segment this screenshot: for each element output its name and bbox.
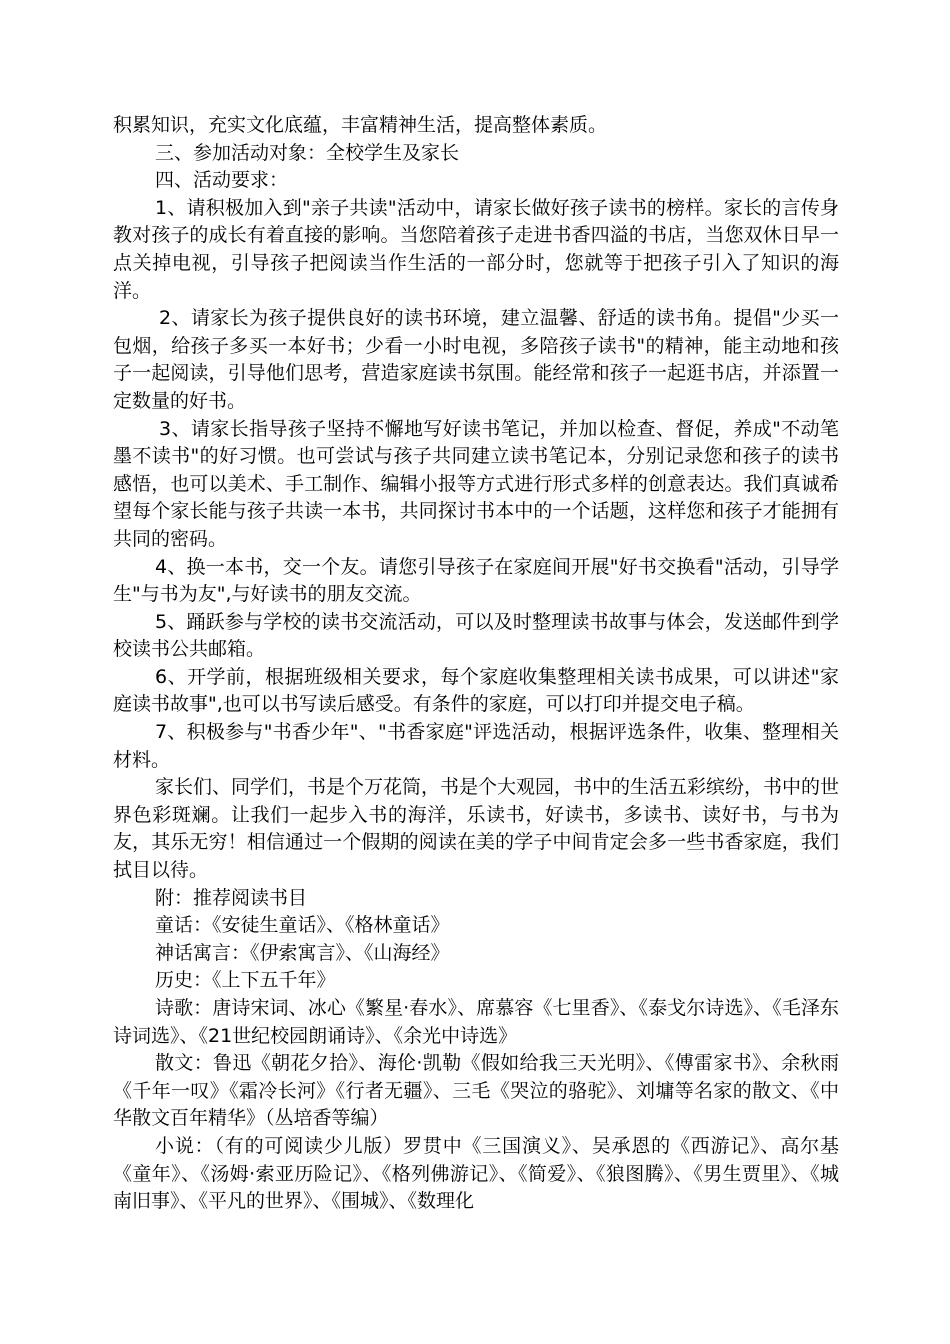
paragraph-requirement-6: 6、开学前，根据班级相关要求，每个家庭收集整理相关读书成果，可以讲述"家庭读书故事",也可以书写读后感受。有条件的家庭，可以打印并提交电子稿。: [113, 665, 839, 716]
paragraph-intro-continuation: 积累知识，充实文化底蕴，丰富精神生活，提高整体素质。: [113, 114, 608, 136]
paragraph-requirement-7: 7、积极参与"书香少年"、"书香家庭"评选活动，根据评选条件，收集、整理相关材料。: [113, 721, 839, 771]
paragraph-requirement-4: 4、换一本书，交一个友。请您引导孩子在家庭间开展"好书交换看"活动，引导学生"与书为友",与好读书的朋友交流。: [113, 555, 839, 606]
paragraph-books-history: 历史：《上下五千年》: [155, 969, 336, 992]
document-body: [113, 112, 839, 1216]
paragraph-appendix-heading: 附：推荐阅读书目: [155, 886, 308, 909]
paragraph-requirements-heading: 四、活动要求：: [155, 169, 289, 192]
paragraph-requirement-3: 3、请家长指导孩子坚持不懈地写好读书笔记，并加以检查、督促，养成"不动笔墨不读书"的好习惯。也可尝试与孩子共同建立读书笔记本，分别记录您和孩子的读书感悟，也可以美术、手工制作、编辑小报等方式进行形式多样的创意表达。我们真诚希望每个家长能与孩子共读一本书，共同探讨书本中的一个话题，这样您和孩子才能拥有共同的密码。: [113, 417, 839, 550]
paragraph-books-poetry: 诗歌：唐诗宋词、冰心《繁星·春水》、席慕容《七里香》、《泰戈尔诗选》、《毛泽东诗词选》、《21世纪校园朗诵诗》、《余光中诗选》: [113, 997, 839, 1047]
paragraph-participants: 三、参加活动对象：全校学生及家长: [155, 141, 460, 164]
paragraph-requirement-5: 5、踊跃参与学校的读书交流活动，可以及时整理读书故事与体会，发送邮件到学校读书公共邮箱。: [113, 610, 839, 661]
paragraph-closing: 家长们、同学们，书是个万花筒，书是个大观园，书中的生活五彩缤纷，书中的世界色彩斑斓。让我们一起步入书的海洋，乐读书，好读书，多读书、读好书，与书为友，其乐无穷！相信通过一个假期的阅读在美的学子中间肯定会多一些书香家庭，我们拭目以待。: [113, 776, 840, 882]
paragraph-books-novels: 小说：（有的可阅读少儿版）罗贯中《三国演义》、吴承恩的《西游记》、高尔基《童年》、《汤姆·索亚历险记》、《格列佛游记》、《简爱》、《狼图腾》、《男生贾里》、《城南旧事》、《平凡的世界》、《围城》、《数理化: [113, 1134, 839, 1213]
paragraph-books-fairy-tales: 童话：《安徒生童话》、《格林童话》: [155, 914, 450, 937]
paragraph-requirement-2: 2、请家长为孩子提供良好的读书环境，建立温馨、舒适的读书角。提倡"少买一包烟，给孩子多买一本好书；少看一小时电视，多陪孩子读书"的精神，能主动地和孩子一起阅读，引导他们思考，营造家庭读书氛围。能经常和孩子一起逛书店，并添置一定数量的好书。: [113, 307, 839, 412]
paragraph-requirement-1: 1、请积极加入到"亲子共读"活动中，请家长做好孩子读书的榜样。家长的言传身教对孩子的成长有着直接的影响。当您陪着孩子走进书香四溢的书店，当您双休日早一点关掉电视，引导孩子把阅读当作生活的一部分时，您就等于把孩子引入了知识的海洋。: [113, 196, 839, 302]
paragraph-books-essays: 散文：鲁迅《朝花夕拾》、海伦·凯勒《假如给我三天光明》、《傅雷家书》、余秋雨《千年一叹》《霜冷长河》《行者无疆》、三毛《哭泣的骆驼》、刘墉等名家的散文、《中华散文百年精华》（丛培香等编）: [113, 1052, 839, 1130]
paragraph-books-myths: 神话寓言：《伊索寓言》、《山海经》: [155, 941, 450, 964]
